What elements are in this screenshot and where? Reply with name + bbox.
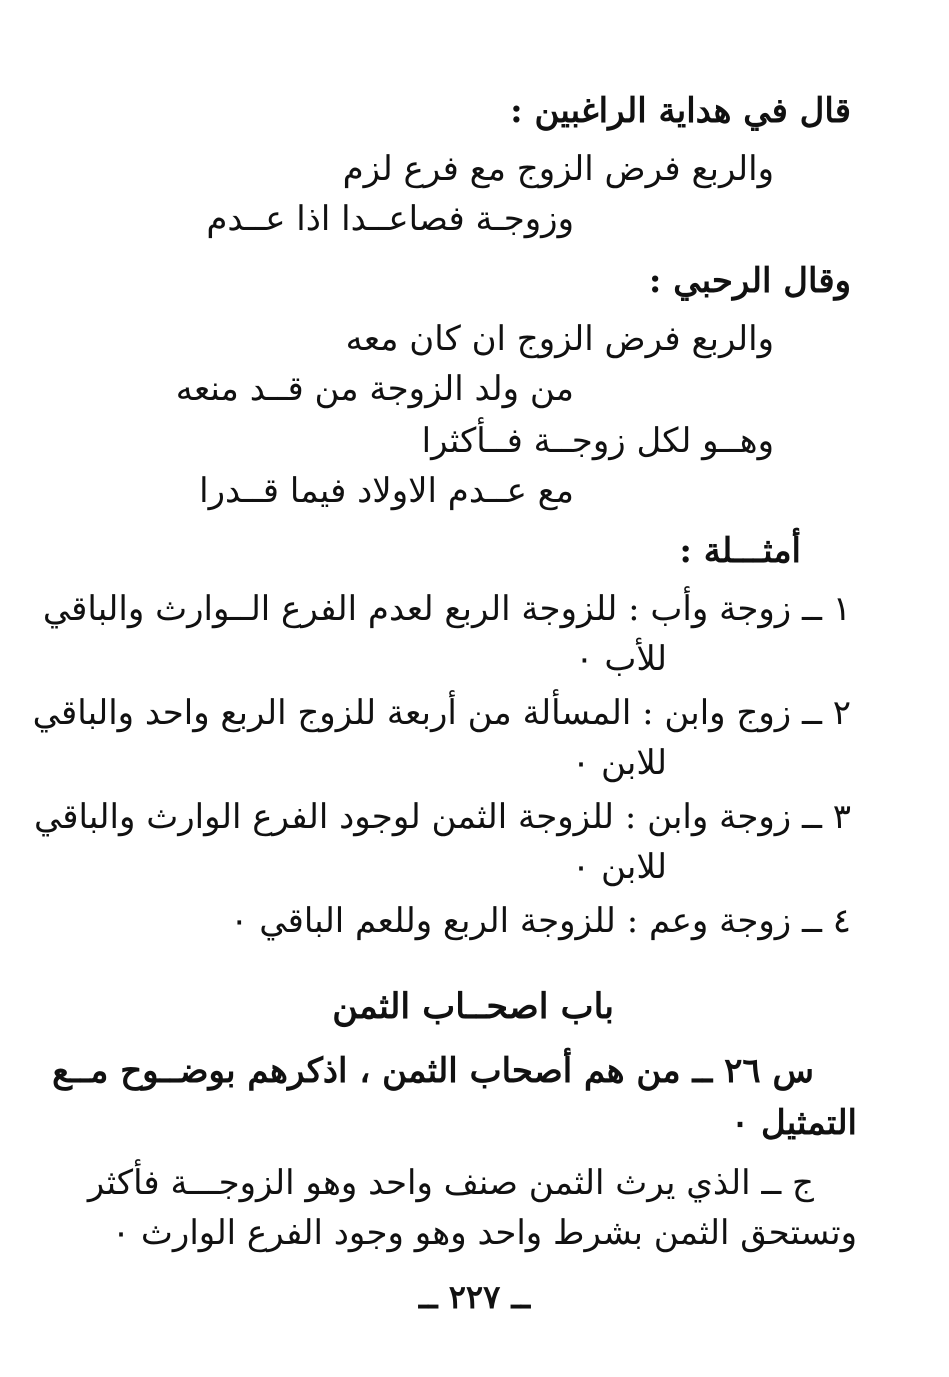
example-line: للابن ٠ — [571, 743, 667, 783]
example-line: ٣ ــ زوجة وابن : للزوجة الثمن لوجود الفرع الوارث والباقي — [33, 797, 851, 837]
verse-line: مع عــدم الاولاد فيما قــدرا — [199, 471, 574, 511]
chapter-title: باب اصحــاب الثمن — [332, 986, 614, 1027]
example-line: للأب ٠ — [575, 639, 667, 679]
question-line: التمثيل ٠ — [730, 1103, 857, 1143]
verse-line: وزوجـة فصاعــدا اذا عــدم — [206, 199, 574, 239]
verse-line: والربع فرض الزوج مع فرع لزم — [342, 149, 774, 189]
question-line: س ٢٦ ــ من هم أصحاب الثمن ، اذكرهم بوضــوح مــع — [52, 1051, 814, 1091]
heading-examples: أمثـــلة : — [679, 531, 801, 571]
verse-line: والربع فرض الزوج ان كان معه — [345, 319, 774, 359]
answer-line: وتستحق الثمن بشرط واحد وهو وجود الفرع الوارث ٠ — [111, 1213, 857, 1253]
example-line: ١ ــ زوجة وأب : للزوجة الربع لعدم الفرع الــوارث والباقي — [42, 589, 851, 629]
example-line: ٢ ــ زوج وابن : المسألة من أربعة للزوج الربع واحد والباقي — [32, 693, 851, 733]
answer-line: ج ــ الذي يرث الثمن صنف واحد وهو الزوجـــة فأكثر — [87, 1163, 814, 1203]
page-number: ــ ٢٢٧ ــ — [418, 1278, 531, 1316]
heading-hidaya: قال في هداية الراغبين : — [510, 91, 851, 131]
verse-line: من ولد الزوجة من قــد منعه — [175, 369, 574, 409]
example-line: للابن ٠ — [571, 847, 667, 887]
heading-rahbi: وقال الرحبي : — [648, 261, 851, 301]
verse-line: وهــو لكل زوجــة فــأكثرا — [421, 421, 774, 461]
example-line: ٤ ــ زوجة وعم : للزوجة الربع وللعم الباقي ٠ — [230, 901, 851, 941]
